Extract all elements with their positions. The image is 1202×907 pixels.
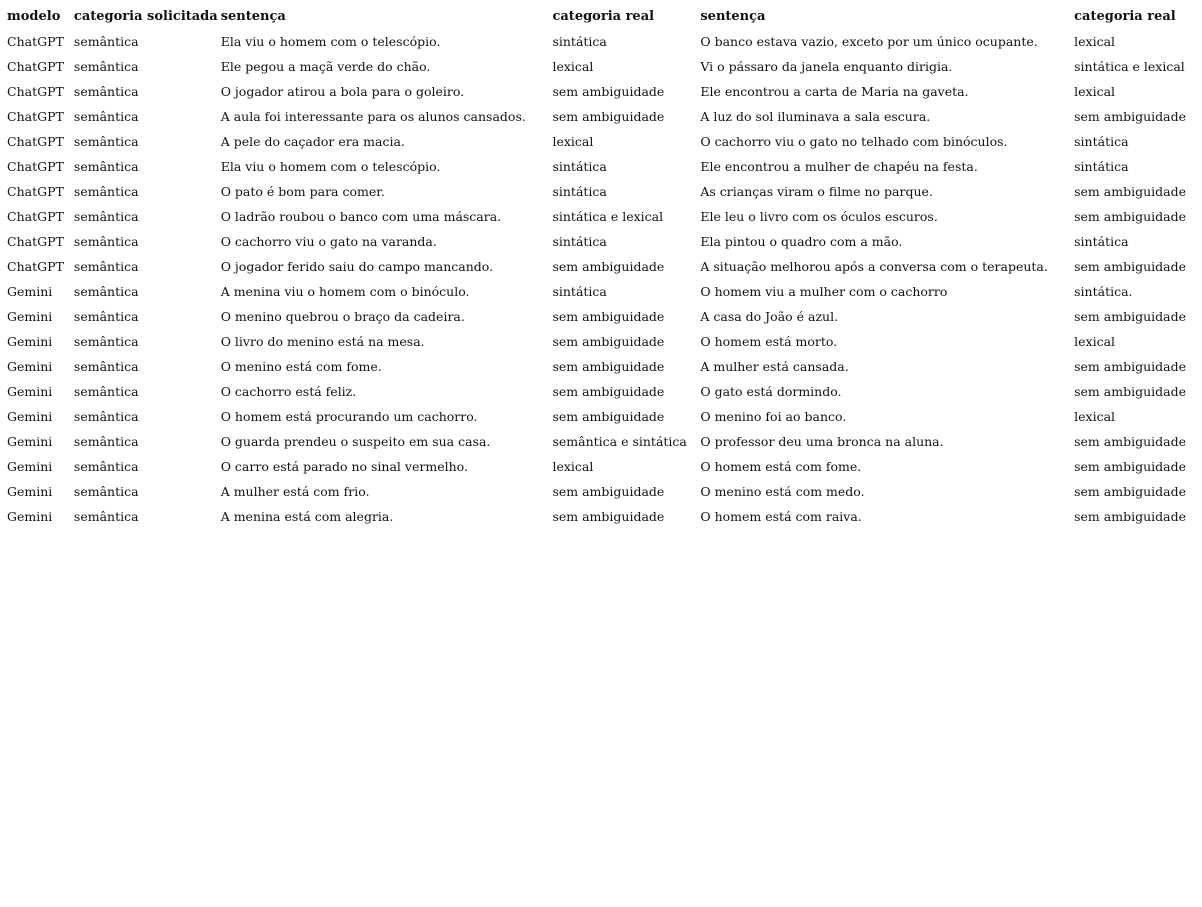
cell-modelo: ChatGPT: [7, 84, 64, 99]
cell-modelo: Gemini: [7, 284, 53, 299]
cell-modelo: Gemini: [7, 309, 53, 324]
cell-categoria-real-1: sem ambiguidade: [552, 109, 665, 124]
cell-sentenca-1: O ladrão roubou o banco com uma máscara.: [220, 209, 502, 224]
cell-sentenca-1: A menina viu o homem com o binóculo.: [220, 284, 470, 299]
cell-categoria-solicitada: semântica: [73, 409, 139, 424]
header-categoria-real-1: categoria real: [552, 9, 655, 24]
cell-categoria-real-2: lexical: [1074, 84, 1116, 99]
cell-sentenca-1: A aula foi interessante para os alunos cansados.: [220, 109, 526, 124]
cell-categoria-real-2: sem ambiguidade: [1074, 509, 1186, 524]
cell-categoria-real-1: sem ambiguidade: [552, 359, 665, 374]
header-sentenca-1: sentença: [220, 9, 286, 24]
cell-sentenca-1: O cachorro viu o gato na varanda.: [220, 234, 437, 249]
table-row: [4, 29, 1202, 54]
table-header: [4, 5, 1202, 29]
cell-sentenca-2: O homem está morto.: [700, 334, 838, 349]
table-row: [4, 479, 1202, 504]
cell-sentenca-2: O homem está com raiva.: [700, 509, 862, 524]
cell-sentenca-1: O menino quebrou o braço da cadeira.: [220, 309, 465, 324]
cell-categoria-real-2: sem ambiguidade: [1074, 359, 1186, 374]
cell-categoria-real-1: lexical: [552, 134, 594, 149]
cell-categoria-solicitada: semântica: [73, 84, 139, 99]
table-row: [4, 104, 1202, 129]
cell-sentenca-2: O homem está com fome.: [700, 459, 862, 474]
cell-modelo: ChatGPT: [7, 259, 64, 274]
cell-categoria-real-2: sem ambiguidade: [1074, 484, 1186, 499]
cell-categoria-real-1: sintática: [552, 284, 607, 299]
cell-categoria-solicitada: semântica: [73, 334, 139, 349]
cell-categoria-solicitada: semântica: [73, 34, 139, 49]
table-row: [4, 179, 1202, 204]
cell-sentenca-1: A pele do caçador era macia.: [220, 134, 405, 149]
cell-modelo: ChatGPT: [7, 184, 64, 199]
cell-categoria-real-1: semântica e sintática: [552, 434, 687, 449]
cell-sentenca-1: A menina está com alegria.: [220, 509, 394, 524]
cell-categoria-real-1: sem ambiguidade: [552, 384, 665, 399]
cell-categoria-solicitada: semântica: [73, 484, 139, 499]
cell-modelo: ChatGPT: [7, 109, 64, 124]
cell-modelo: ChatGPT: [7, 34, 64, 49]
cell-sentenca-1: O guarda prendeu o suspeito em sua casa.: [220, 434, 491, 449]
cell-sentenca-2: Ela pintou o quadro com a mão.: [700, 234, 903, 249]
cell-sentenca-2: A mulher está cansada.: [700, 359, 849, 374]
cell-categoria-real-2: sintática: [1074, 134, 1129, 149]
table-body: [4, 29, 1202, 529]
cell-categoria-real-1: sem ambiguidade: [552, 259, 665, 274]
cell-modelo: Gemini: [7, 434, 53, 449]
cell-categoria-real-2: sintática: [1074, 234, 1129, 249]
cell-categoria-solicitada: semântica: [73, 284, 139, 299]
cell-categoria-real-1: lexical: [552, 59, 594, 74]
cell-categoria-real-2: sem ambiguidade: [1074, 384, 1186, 399]
cell-modelo: Gemini: [7, 384, 53, 399]
cell-categoria-real-2: lexical: [1074, 34, 1116, 49]
cell-categoria-real-1: sem ambiguidade: [552, 409, 665, 424]
cell-sentenca-2: O menino foi ao banco.: [700, 409, 847, 424]
table-row: [4, 204, 1202, 229]
cell-sentenca-2: O cachorro viu o gato no telhado com binóculos.: [700, 134, 1008, 149]
cell-modelo: ChatGPT: [7, 159, 64, 174]
header-modelo: modelo: [7, 9, 61, 24]
table-row: [4, 379, 1202, 404]
cell-modelo: Gemini: [7, 334, 53, 349]
table-row: [4, 54, 1202, 79]
cell-sentenca-1: O cachorro está feliz.: [220, 384, 357, 399]
cell-sentenca-2: A situação melhorou após a conversa com o terapeuta.: [700, 259, 1048, 274]
header-categoria-real-2: categoria real: [1074, 9, 1176, 24]
table-row: [4, 354, 1202, 379]
table-row: [4, 454, 1202, 479]
cell-categoria-solicitada: semântica: [73, 234, 139, 249]
cell-categoria-real-1: sem ambiguidade: [552, 309, 665, 324]
header-row: [4, 5, 1202, 29]
cell-modelo: Gemini: [7, 459, 53, 474]
cell-categoria-solicitada: semântica: [73, 184, 139, 199]
cell-categoria-real-1: sem ambiguidade: [552, 84, 665, 99]
cell-sentenca-2: O banco estava vazio, exceto por um único ocupante.: [700, 34, 1038, 49]
cell-categoria-real-2: lexical: [1074, 334, 1116, 349]
cell-sentenca-1: A mulher está com frio.: [220, 484, 370, 499]
table-row: [4, 404, 1202, 429]
cell-categoria-solicitada: semântica: [73, 434, 139, 449]
cell-sentenca-1: O jogador ferido saiu do campo mancando.: [220, 259, 494, 274]
cell-categoria-solicitada: semântica: [73, 459, 139, 474]
cell-sentenca-2: O menino está com medo.: [700, 484, 865, 499]
table-row: [4, 504, 1202, 529]
cell-categoria-real-2: sem ambiguidade: [1074, 184, 1186, 199]
table-row: [4, 154, 1202, 179]
cell-sentenca-2: Vi o pássaro da janela enquanto dirigia.: [700, 59, 953, 74]
cell-categoria-real-1: lexical: [552, 459, 594, 474]
cell-sentenca-1: O menino está com fome.: [220, 359, 382, 374]
cell-sentenca-1: Ela viu o homem com o telescópio.: [220, 34, 441, 49]
cell-modelo: ChatGPT: [7, 234, 64, 249]
table-row: [4, 279, 1202, 304]
cell-modelo: Gemini: [7, 484, 53, 499]
cell-modelo: Gemini: [7, 509, 53, 524]
cell-categoria-real-1: sintática: [552, 34, 607, 49]
header-sentenca-2: sentença: [700, 9, 766, 24]
cell-categoria-solicitada: semântica: [73, 309, 139, 324]
cell-categoria-real-2: sem ambiguidade: [1074, 259, 1186, 274]
cell-categoria-solicitada: semântica: [73, 134, 139, 149]
cell-sentenca-1: Ele pegou a maçã verde do chão.: [220, 59, 431, 74]
cell-categoria-solicitada: semântica: [73, 109, 139, 124]
cell-sentenca-1: O jogador atirou a bola para o goleiro.: [220, 84, 465, 99]
cell-sentenca-2: O professor deu uma bronca na aluna.: [700, 434, 944, 449]
cell-categoria-real-2: sem ambiguidade: [1074, 209, 1186, 224]
cell-categoria-real-1: sem ambiguidade: [552, 334, 665, 349]
table-row: [4, 229, 1202, 254]
cell-categoria-solicitada: semântica: [73, 259, 139, 274]
cell-categoria-solicitada: semântica: [73, 384, 139, 399]
cell-categoria-real-2: sem ambiguidade: [1074, 309, 1186, 324]
cell-categoria-real-1: sintática: [552, 159, 607, 174]
cell-modelo: Gemini: [7, 359, 53, 374]
cell-sentenca-1: O livro do menino está na mesa.: [220, 334, 425, 349]
table-row: [4, 254, 1202, 279]
cell-categoria-solicitada: semântica: [73, 359, 139, 374]
header-categoria-solicitada: categoria solicitada: [73, 9, 218, 24]
cell-categoria-real-2: sem ambiguidade: [1074, 459, 1186, 474]
cell-modelo: Gemini: [7, 409, 53, 424]
table-row: [4, 129, 1202, 154]
cell-sentenca-1: O homem está procurando um cachorro.: [220, 409, 478, 424]
cell-categoria-solicitada: semântica: [73, 209, 139, 224]
cell-sentenca-1: O carro está parado no sinal vermelho.: [220, 459, 468, 474]
cell-sentenca-2: O gato está dormindo.: [700, 384, 842, 399]
cell-categoria-solicitada: semântica: [73, 159, 139, 174]
cell-categoria-real-1: sem ambiguidade: [552, 509, 665, 524]
cell-categoria-real-1: sem ambiguidade: [552, 484, 665, 499]
cell-sentenca-2: O homem viu a mulher com o cachorro: [700, 284, 948, 299]
cell-sentenca-2: A casa do João é azul.: [700, 309, 839, 324]
cell-categoria-real-1: sintática: [552, 234, 607, 249]
table-row: [4, 304, 1202, 329]
data-table: [4, 5, 1202, 529]
cell-categoria-real-2: sem ambiguidade: [1074, 434, 1186, 449]
cell-categoria-solicitada: semântica: [73, 59, 139, 74]
cell-categoria-real-2: sintática.: [1074, 284, 1133, 299]
cell-categoria-real-2: sem ambiguidade: [1074, 109, 1186, 124]
cell-modelo: ChatGPT: [7, 59, 64, 74]
cell-sentenca-2: Ele encontrou a mulher de chapéu na festa.: [700, 159, 978, 174]
cell-sentenca-1: Ela viu o homem com o telescópio.: [220, 159, 441, 174]
cell-categoria-real-1: sintática e lexical: [552, 209, 664, 224]
cell-categoria-real-2: sintática e lexical: [1074, 59, 1185, 74]
table-row: [4, 329, 1202, 354]
cell-modelo: ChatGPT: [7, 209, 64, 224]
cell-modelo: ChatGPT: [7, 134, 64, 149]
table-row: [4, 79, 1202, 104]
cell-sentenca-2: Ele encontrou a carta de Maria na gaveta.: [700, 84, 969, 99]
table-row: [4, 429, 1202, 454]
cell-categoria-real-2: sintática: [1074, 159, 1129, 174]
cell-sentenca-2: A luz do sol iluminava a sala escura.: [700, 109, 931, 124]
cell-sentenca-1: O pato é bom para comer.: [220, 184, 385, 199]
cell-sentenca-2: As crianças viram o filme no parque.: [700, 184, 933, 199]
cell-sentenca-2: Ele leu o livro com os óculos escuros.: [700, 209, 938, 224]
cell-categoria-solicitada: semântica: [73, 509, 139, 524]
cell-categoria-real-2: lexical: [1074, 409, 1116, 424]
cell-categoria-real-1: sintática: [552, 184, 607, 199]
